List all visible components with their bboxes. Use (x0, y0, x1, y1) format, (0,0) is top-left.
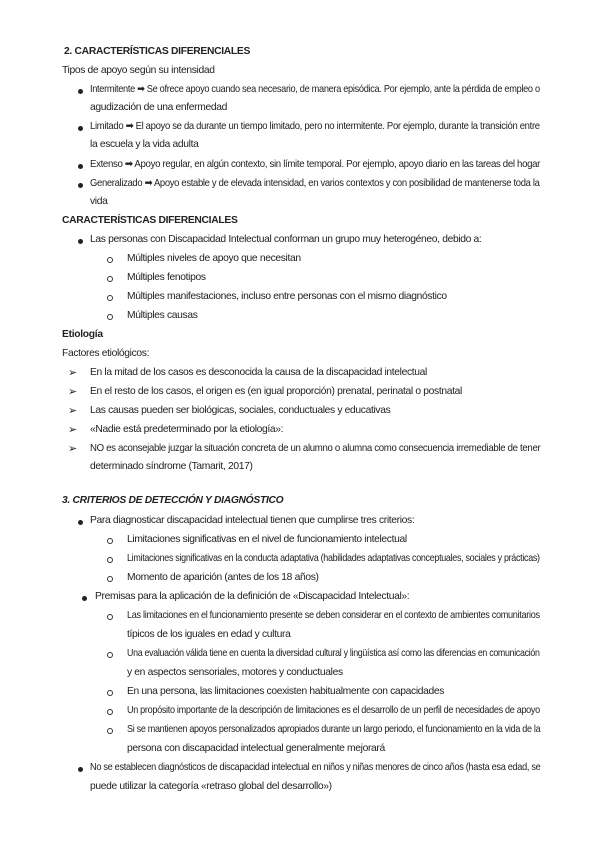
arrow-bullet-icon: ➢ (68, 386, 77, 398)
group-item: Múltiples niveles de apoyo que necesitan (127, 253, 301, 264)
section-3-heading: 3. CRITERIOS DE DETECCIÓN Y DIAGNÓSTICO (62, 495, 284, 506)
etiology-heading: Etiología (62, 329, 103, 340)
etiology-item: «Nadie está predeterminado por la etiología»: (90, 424, 284, 435)
support-generalizado-line-2: vida (90, 196, 108, 207)
bullet-circle-icon (107, 576, 113, 582)
final-note-line-2: puede utilizar la categoría «retraso global del desarrollo») (90, 781, 332, 792)
etiology-item: Las causas pueden ser biológicas, sociales, conductuales y educativas (90, 405, 391, 416)
premise-item-line-2: típicos de los iguales en edad y cultura (127, 629, 291, 640)
bullet-dot-icon (78, 767, 83, 772)
support-types-intro: Tipos de apoyo según su intensidad (62, 65, 215, 76)
bullet-dot-icon (82, 596, 87, 601)
etiology-item: En el resto de los casos, el origen es (en igual proporción) prenatal, perinatal o postnatal (90, 386, 462, 397)
premise-item-line-1: Las limitaciones en el funcionamiento presente se deben considerar en el contexto de ambientes comunitarios (127, 610, 540, 621)
support-intermitente-line-2: agudización de una enfermedad (90, 102, 227, 113)
bullet-dot-icon (78, 520, 83, 525)
bullet-dot-icon (78, 239, 83, 244)
criteria-item: Limitaciones significativas en la conducta adaptativa (habilidades adaptativas conceptuales, sociales y prácticas) (127, 553, 540, 564)
group-item: Múltiples fenotipos (127, 272, 206, 283)
etiology-item-line-1: NO es aconsejable juzgar la situación concreta de un alumno o alumna como consecuencia irremediable de tener (90, 443, 541, 454)
bullet-dot-icon (78, 164, 83, 169)
arrow-bullet-icon: ➢ (68, 405, 77, 417)
group-item: Múltiples causas (127, 310, 198, 321)
criteria-item: Limitaciones significativas en el nivel de funcionamiento intelectual (127, 534, 407, 545)
final-note-line-1: No se establecen diagnósticos de discapacidad intelectual en niños y niñas menores de cinco años (hasta esa edad, se (90, 762, 541, 773)
heterogeneous-group-intro: Las personas con Discapacidad Intelectual conforman un grupo muy heterogéneo, debido a: (90, 234, 482, 245)
support-limitado-line-1: Limitado ➡ El apoyo se da durante un tiempo limitado, pero no intermitente. Por ejemplo, durante la transición entre (90, 121, 540, 132)
criteria-item: Momento de aparición (antes de los 18 años) (127, 572, 319, 583)
bullet-dot-icon (78, 183, 83, 188)
etiology-item-line-2: determinado síndrome (Tamarit, 2017) (90, 461, 253, 472)
premise-item: En una persona, las limitaciones coexisten habitualmente con capacidades (127, 686, 445, 697)
etiology-intro: Factores etiológicos: (62, 348, 150, 359)
bullet-circle-icon (107, 276, 113, 282)
support-generalizado-line-1: Generalizado ➡ Apoyo estable y de elevada intensidad, en varios contextos y con posibilidad de mantenerse toda la (90, 178, 540, 189)
support-extenso-line-1: Extenso ➡ Apoyo regular, en algún contexto, sin límite temporal. Por ejemplo, apoyo diario en las tareas del hogar (90, 159, 541, 170)
bullet-circle-icon (107, 538, 113, 544)
bullet-circle-icon (107, 295, 113, 301)
arrow-bullet-icon: ➢ (68, 424, 77, 436)
premise-item: Un propósito importante de la descripción de limitaciones es el desarrollo de un perfil de necesidades de apoyo (127, 705, 540, 716)
support-intermitente-line-1: Intermitente ➡ Se ofrece apoyo cuando sea necesario, de manera episódica. Por ejemplo, ante la pérdida de empleo o (90, 84, 540, 95)
criteria-intro: Para diagnosticar discapacidad intelectual tienen que cumplirse tres criterios: (90, 515, 415, 526)
premise-item-line-1: Una evaluación válida tiene en cuenta la diversidad cultural y lingüística así como las diferencias en comunicación (127, 648, 540, 659)
bullet-circle-icon (107, 652, 113, 658)
etiology-item: En la mitad de los casos es desconocida la causa de la discapacidad intelectual (90, 367, 427, 378)
support-limitado-line-2: la escuela y la vida adulta (90, 139, 199, 150)
bullet-circle-icon (107, 709, 113, 715)
premises-intro: Premisas para la aplicación de la definición de «Discapacidad Intelectual»: (95, 591, 410, 602)
bullet-dot-icon (78, 89, 83, 94)
characteristics-subheading: CARACTERÍSTICAS DIFERENCIALES (62, 215, 238, 226)
bullet-circle-icon (107, 690, 113, 696)
bullet-circle-icon (107, 557, 113, 563)
group-item: Múltiples manifestaciones, incluso entre personas con el mismo diagnóstico (127, 291, 447, 302)
bullet-circle-icon (107, 614, 113, 620)
section-2-heading: 2. CARACTERÍSTICAS DIFERENCIALES (64, 46, 251, 57)
arrow-bullet-icon: ➢ (68, 367, 77, 379)
bullet-circle-icon (107, 257, 113, 263)
premise-item-line-2: y en aspectos sensoriales, motores y conductuales (127, 667, 343, 678)
arrow-bullet-icon: ➢ (68, 443, 77, 455)
bullet-dot-icon (78, 126, 83, 131)
premise-item-line-1: Si se mantienen apoyos personalizados apropiados durante un largo periodo, el funcionamiento en la vida de la (127, 724, 541, 735)
premise-item-line-2: persona con discapacidad intelectual generalmente mejorará (127, 743, 385, 754)
bullet-circle-icon (107, 314, 113, 320)
bullet-circle-icon (107, 728, 113, 734)
